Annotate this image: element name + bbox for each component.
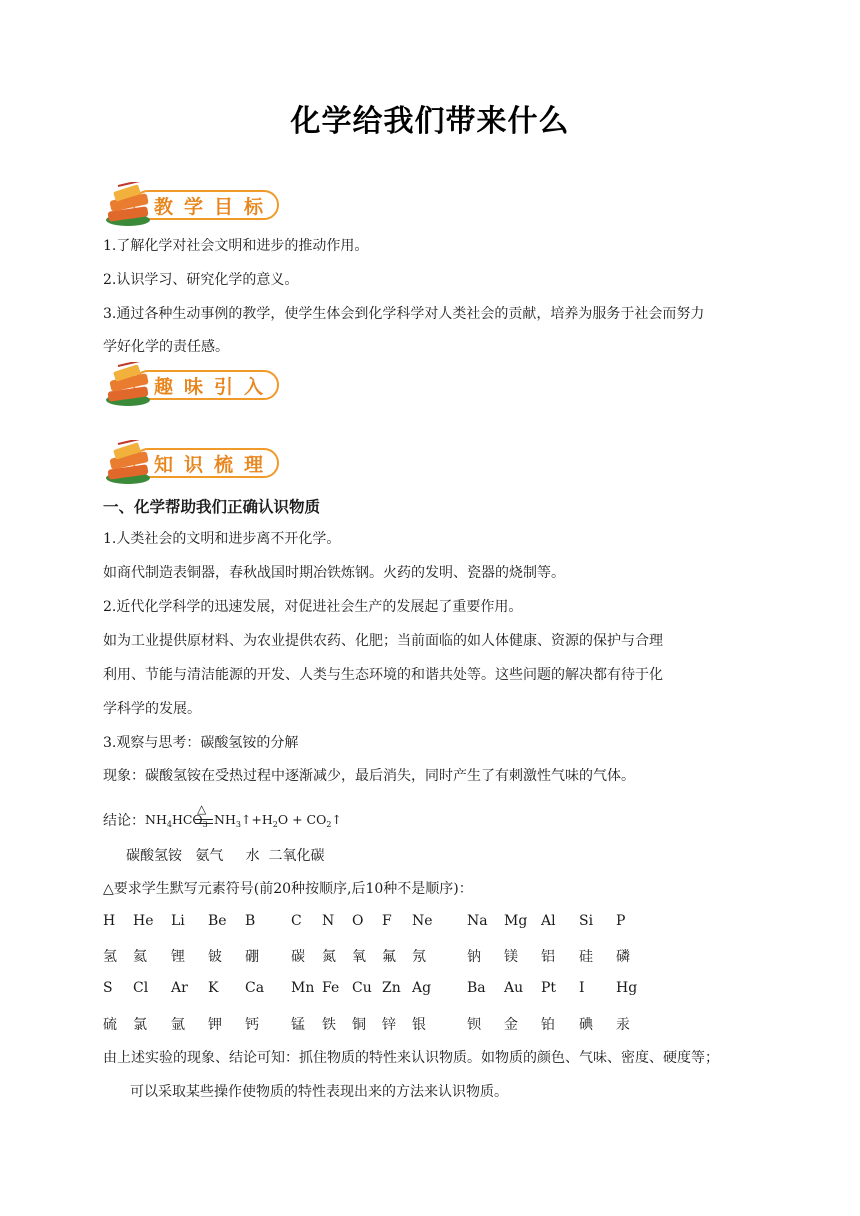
element-symbol: Pt: [541, 980, 557, 996]
element-symbol: Ca: [245, 980, 265, 996]
element-name: 铂: [541, 1017, 555, 1033]
element-name: 氩: [171, 1017, 185, 1033]
element-symbol: Na: [467, 913, 488, 929]
element-name: 铍: [208, 949, 222, 965]
section-banner-objectives: [104, 182, 280, 228]
equation-reactant: $NH_4HCO_3$: [145, 812, 208, 829]
body-line: 现象：碳酸氢铵在受热过程中逐渐减少，最后消失，同时产生了有刺激性气味的气体。: [103, 768, 635, 784]
body-line: 学科学的发展。: [103, 701, 201, 717]
element-symbol: Hg: [616, 980, 638, 996]
element-name: 氮: [322, 949, 336, 965]
element-symbol: Cu: [352, 980, 372, 996]
element-symbol: Li: [171, 913, 185, 929]
element-name: 硅: [579, 949, 593, 965]
element-symbol: Zn: [382, 980, 401, 996]
element-name: 碳: [291, 949, 305, 965]
objective-1: 1.了解化学对社会文明和进步的推动作用。: [103, 238, 369, 254]
element-name: 碘: [579, 1017, 593, 1033]
section-heading: 一、化学帮助我们正确认识物质: [103, 498, 321, 516]
objective-3: 3.通过各种生动事例的教学，使学生体会到化学科学对人类社会的贡献，培养为服务于社会而努力: [103, 306, 705, 322]
element-name: 锰: [291, 1017, 305, 1033]
equation-products: $NH_3↑+H_2O$ + $CO_2↑$: [214, 812, 342, 829]
element-name: 氯: [133, 1017, 147, 1033]
element-symbol: Al: [541, 913, 556, 929]
element-name: 硼: [245, 949, 259, 965]
banner-label: 知识梳理: [154, 454, 275, 476]
element-symbol: Mn: [291, 980, 315, 996]
element-symbol: Be: [208, 913, 227, 929]
element-name: 汞: [616, 1017, 630, 1033]
section-banner-intro: [104, 362, 280, 408]
element-symbol: K: [208, 980, 219, 996]
body-line: 2.近代化学科学的迅速发展，对促进社会生产的发展起了重要作用。: [103, 599, 523, 615]
element-symbol: Mg: [504, 913, 528, 929]
element-symbol: Au: [504, 980, 524, 996]
element-symbol: Si: [579, 913, 594, 929]
element-name: 镁: [504, 949, 518, 965]
element-name: 铜: [352, 1017, 366, 1033]
body-line: 利用、节能与清洁能源的开发、人类与生态环境的和谐共处等。这些问题的解决都有待于化: [103, 667, 663, 683]
element-symbol: B: [245, 913, 256, 929]
element-symbol: Ba: [467, 980, 486, 996]
element-symbol: N: [322, 913, 335, 929]
element-name: 硫: [103, 1017, 117, 1033]
element-name: 锂: [171, 949, 185, 965]
page-title: 化学给我们带来什么: [290, 104, 570, 139]
element-symbol: C: [291, 913, 302, 929]
element-symbol: P: [616, 913, 626, 929]
element-name: 铝: [541, 949, 555, 965]
equation-names: 碳酸氢铵 氨气 水 二氧化碳: [126, 848, 325, 864]
element-name: 氢: [103, 949, 117, 965]
section-banner-knowledge: [104, 440, 280, 486]
equation-equals: [195, 819, 213, 824]
body-line: 3.观察与思考：碳酸氢铵的分解: [103, 735, 299, 751]
element-name: 锌: [382, 1017, 396, 1033]
element-name: 钾: [208, 1017, 222, 1033]
conclusion-line-2: 可以采取某些操作使物质的特性表现出来的方法来认识物质。: [130, 1084, 508, 1100]
elements-note: △要求学生默写元素符号(前20种按顺序,后10种不是顺序)：: [103, 881, 473, 897]
body-line: 如为工业提供原材料、为农业提供农药、化肥；当前面临的如人体健康、资源的保护与合理: [103, 633, 663, 649]
element-name: 钠: [467, 949, 481, 965]
conclusion-line-1: 由上述实验的现象、结论可知：抓住物质的特性来认识物质。如物质的颜色、气味、密度、硬度等；: [103, 1050, 719, 1066]
equation-prefix: 结论：: [103, 813, 145, 829]
element-symbol: F: [382, 913, 392, 929]
element-symbol: Ne: [412, 913, 433, 929]
element-name: 磷: [616, 949, 630, 965]
body-line: 如商代制造表铜器，春秋战国时期冶铁炼钢。火药的发明、瓷器的烧制等。: [103, 565, 565, 581]
element-symbol: Ag: [412, 980, 432, 996]
element-symbol: Cl: [133, 980, 149, 996]
element-symbol: Ar: [171, 980, 188, 996]
equation-condition: △: [197, 802, 207, 816]
element-symbol: S: [103, 980, 113, 996]
element-symbol: H: [103, 913, 116, 929]
element-name: 银: [412, 1017, 426, 1033]
objective-3-cont: 学好化学的责任感。: [103, 339, 229, 355]
element-name: 氦: [133, 949, 147, 965]
element-symbol: Fe: [322, 980, 340, 996]
objective-2: 2.认识学习、研究化学的意义。: [103, 272, 299, 288]
element-name: 氟: [382, 949, 396, 965]
element-symbol: O: [352, 913, 364, 929]
element-name: 钡: [467, 1017, 481, 1033]
banner-label: 趣味引入: [154, 376, 275, 398]
element-name: 金: [504, 1017, 518, 1033]
element-symbol: I: [579, 980, 585, 996]
element-name: 氖: [412, 949, 426, 965]
element-name: 铁: [322, 1017, 336, 1033]
body-line: 1.人类社会的文明和进步离不开化学。: [103, 531, 341, 547]
element-symbol: He: [133, 913, 154, 929]
element-name: 氧: [352, 949, 366, 965]
element-name: 钙: [245, 1017, 259, 1033]
banner-label: 教学目标: [154, 196, 275, 218]
